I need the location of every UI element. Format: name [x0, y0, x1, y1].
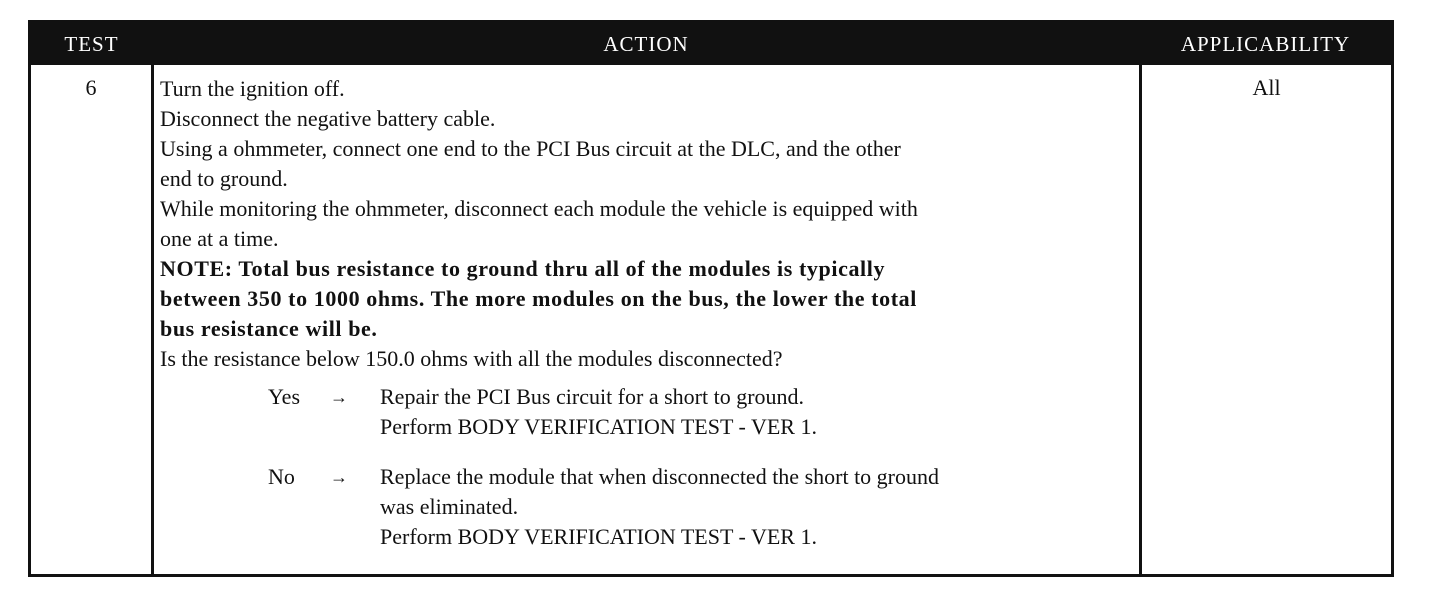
action-step: end to ground.: [160, 166, 288, 191]
column-divider: [151, 65, 154, 574]
header-test: TEST: [64, 32, 119, 56]
action-step: Turn the ignition off.: [160, 76, 345, 101]
result-label-yes: Yes: [268, 384, 301, 409]
result-yes: [160, 382, 1135, 442]
applicability-value: All: [1252, 75, 1281, 100]
arrow-right-icon: →: [330, 387, 348, 407]
table-header: [31, 23, 1391, 65]
header-action: ACTION: [603, 32, 689, 56]
result-no: [160, 462, 1135, 552]
result-instruction: Repair the PCI Bus circuit for a short to ground.: [380, 384, 805, 409]
note-text: bus resistance will be.: [160, 316, 378, 341]
header-applicability: APPLICABILITY: [1180, 32, 1351, 56]
result-instruction: Perform BODY VERIFICATION TEST - VER 1.: [380, 524, 817, 549]
note-text: between 350 to 1000 ohms. The more modules on the bus, the lower the total: [160, 286, 917, 311]
result-label-no: No: [268, 464, 295, 489]
result-instruction: was eliminated.: [380, 494, 519, 519]
result-instruction: Perform BODY VERIFICATION TEST - VER 1.: [380, 414, 817, 439]
arrow-right-icon: →: [330, 467, 348, 487]
action-step: one at a time.: [160, 226, 279, 251]
column-divider: [1139, 65, 1142, 574]
note-text: NOTE: Total bus resistance to ground thru all of the modules is typically: [160, 256, 886, 281]
action-step: Disconnect the negative battery cable.: [160, 106, 496, 131]
action-step: Using a ohmmeter, connect one end to the PCI Bus circuit at the DLC, and the other: [160, 136, 901, 161]
action-cell: [160, 74, 1135, 552]
diagnostic-test-table: [28, 20, 1394, 577]
action-step: While monitoring the ohmmeter, disconnect each module the vehicle is equipped with: [160, 196, 918, 221]
test-question: Is the resistance below 150.0 ohms with all the modules disconnected?: [160, 346, 783, 371]
test-number: 6: [85, 75, 97, 100]
result-instruction: Replace the module that when disconnected the short to ground: [380, 464, 940, 489]
